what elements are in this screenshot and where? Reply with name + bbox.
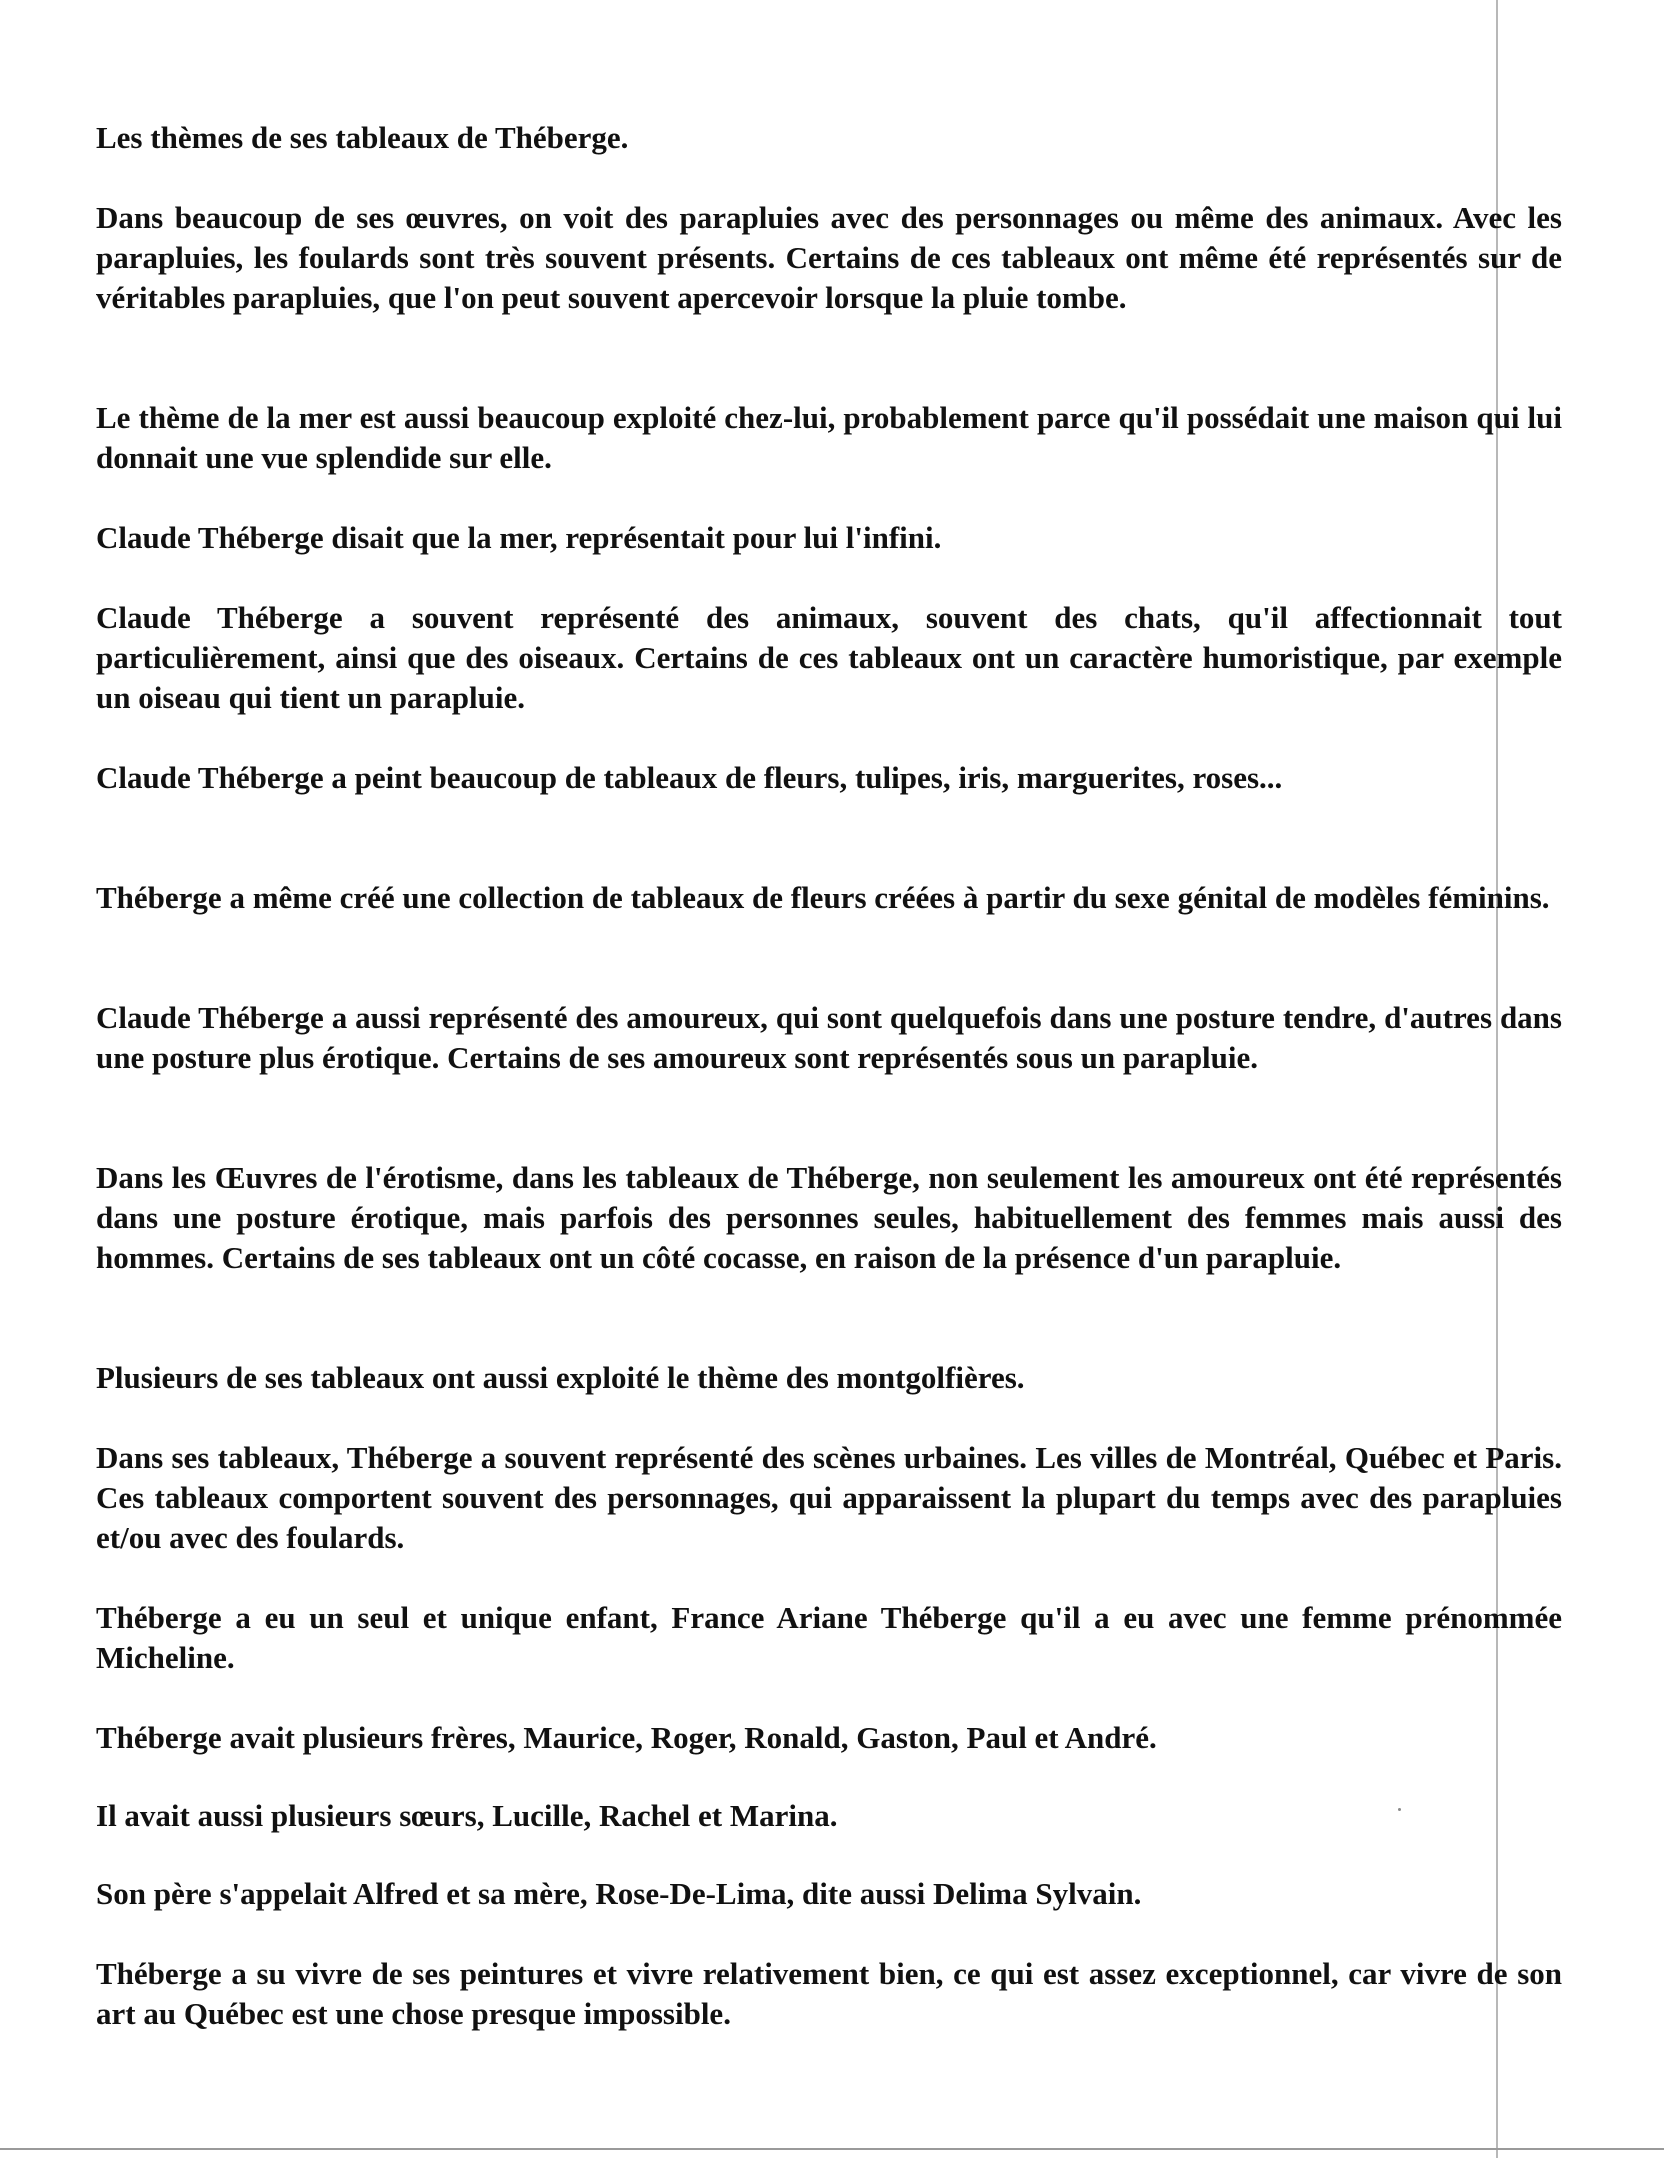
paragraph-lovers: Claude Théberge a aussi représenté des amoureux, qui sont quelquefois dans une posture tendre, d'autres dans une posture plus érotique. Certains de ses amoureux sont représentés sous un parapluie. xyxy=(96,1000,1562,1075)
bottom-scan-edge xyxy=(0,2148,1664,2150)
paragraph-animals: Claude Théberge a souvent représenté des animaux, souvent des chats, qu'il affectionnait tout particulièrement, ainsi que des oiseaux. Certains de ces tableaux ont un caractère humoristique, par exemple un oiseau qui tient un parapluie. xyxy=(96,600,1562,715)
paragraph-sea-theme: Le thème de la mer est aussi beaucoup exploité chez-lui, probablement parce qu'il possédait une maison qui lui donnait une vue splendide sur elle. xyxy=(96,400,1562,475)
paragraph-sea-infinity: Claude Théberge disait que la mer, représentait pour lui l'infini. xyxy=(96,520,942,555)
paragraph-flowers: Claude Théberge a peint beaucoup de tableaux de fleurs, tulipes, iris, marguerites, roses... xyxy=(96,760,1283,795)
paragraph-parents: Son père s'appelait Alfred et sa mère, Rose-De-Lima, dite aussi Delima Sylvain. xyxy=(96,1876,1142,1911)
document-title: Les thèmes de ses tableaux de Théberge. xyxy=(96,120,629,155)
paragraph-balloons: Plusieurs de ses tableaux ont aussi exploité le thème des montgolfières. xyxy=(96,1360,1025,1395)
paragraph-child: Théberge a eu un seul et unique enfant, France Ariane Théberge qu'il a eu avec une femme prénommée Micheline. xyxy=(96,1600,1562,1675)
paragraph-sisters: Il avait aussi plusieurs sœurs, Lucille, Rachel et Marina. xyxy=(96,1798,838,1833)
paragraph-eroticism: Dans les Œuvres de l'érotisme, dans les tableaux de Théberge, non seulement les amoureux ont été représentés dans une posture érotique, mais parfois des personnes seules, habituellement des femmes mais aussi des hommes. Certains de ses tableaux ont un côté cocasse, en raison de la présence d'un parapluie. xyxy=(96,1160,1562,1275)
paragraph-umbrellas: Dans beaucoup de ses œuvres, on voit des parapluies avec des personnages ou même des animaux. Avec les parapluies, les foulards sont très souvent présents. Certains de ces tableaux ont même été représentés sur de véritables parapluies, que l'on peut souvent apercevoir lorsque la pluie tombe. xyxy=(96,200,1562,315)
paragraph-brothers: Théberge avait plusieurs frères, Maurice, Roger, Ronald, Gaston, Paul et André. xyxy=(96,1720,1157,1755)
paragraph-urban-scenes: Dans ses tableaux, Théberge a souvent représenté des scènes urbaines. Les villes de Montréal, Québec et Paris. Ces tableaux comportent souvent des personnages, qui apparaissent la plupart du temps avec des parapluies et/ou avec des foulards. xyxy=(96,1440,1562,1555)
paragraph-flower-collection: Théberge a même créé une collection de tableaux de fleurs créées à partir du sexe génital de modèles féminins. xyxy=(96,880,1550,915)
paragraph-livelihood: Théberge a su vivre de ses peintures et vivre relativement bien, ce qui est assez exceptionnel, car vivre de son art au Québec est une chose presque impossible. xyxy=(96,1956,1562,2031)
